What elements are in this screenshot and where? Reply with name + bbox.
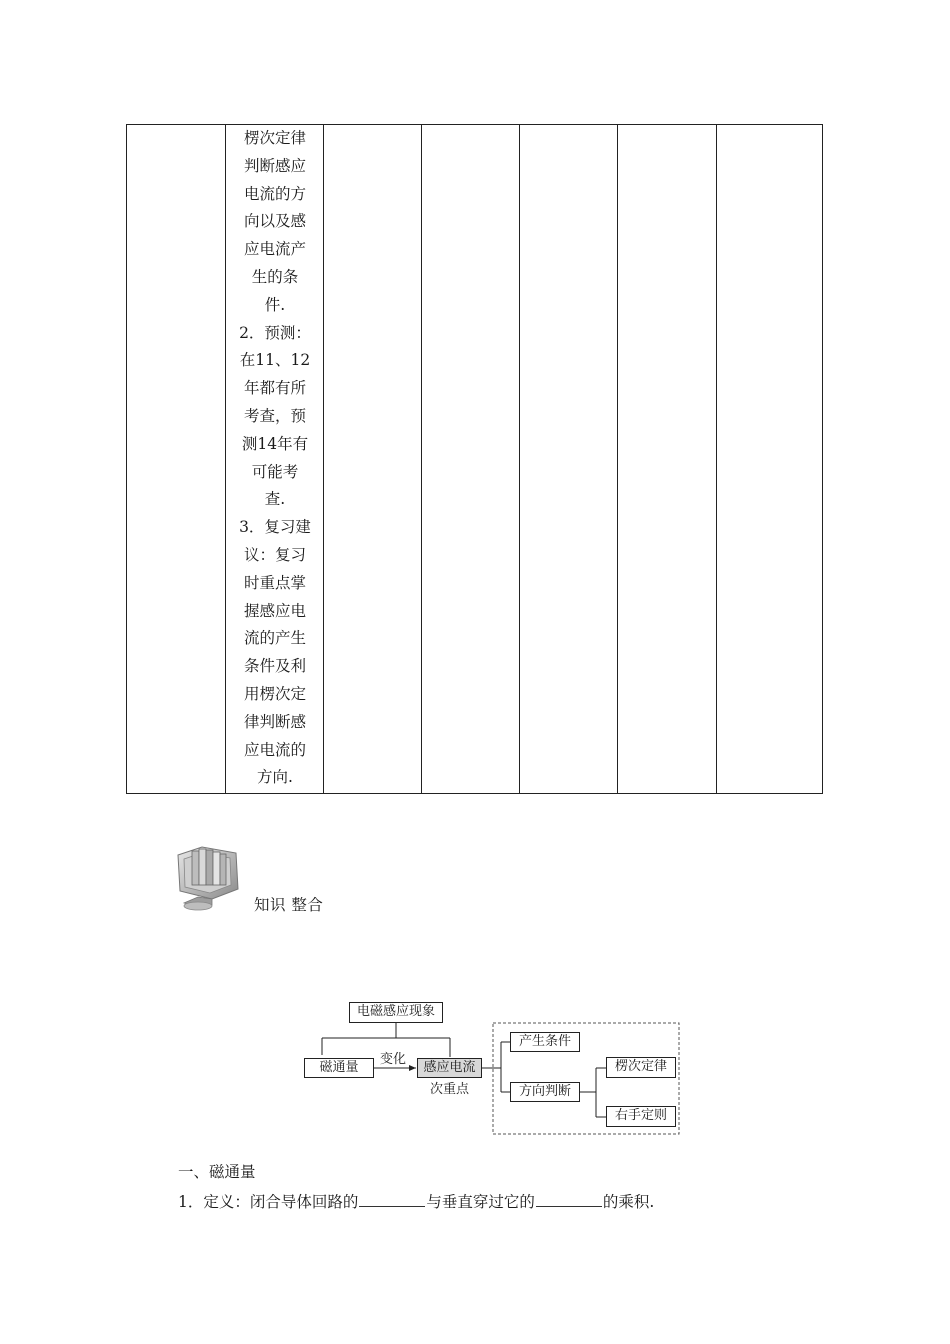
cell-line: 流的产生 — [243, 629, 306, 648]
fill-blank[interactable] — [359, 1191, 425, 1207]
books-computer-icon — [172, 843, 252, 913]
cell-line: 考查，预 — [243, 406, 306, 425]
cell-line: 电流的方 — [243, 184, 306, 203]
cell-line: 条件及利 — [243, 657, 306, 676]
cell-line: 年都有所 — [243, 379, 306, 398]
fill-blank[interactable] — [536, 1191, 602, 1207]
cell-line: 测14年有 — [241, 434, 309, 453]
node-lenz-law: 楞次定律 — [606, 1057, 676, 1078]
cell-line: 2．预测： — [239, 323, 311, 342]
node-electromagnetic-induction: 电磁感应现象 — [349, 1002, 443, 1023]
cell-line: 楞次定律 — [243, 129, 306, 147]
node-right-hand-rule: 右手定则 — [606, 1106, 676, 1127]
cell-line: 生的条 — [251, 267, 299, 286]
concept-diagram — [300, 996, 685, 1138]
table-divider — [519, 125, 520, 793]
node-magnetic-flux: 磁通量 — [304, 1058, 374, 1078]
cell-line: 3．复习建 — [239, 518, 311, 537]
definition-prefix: 1．定义：闭合导体回路的 — [178, 1193, 359, 1211]
node-direction: 方向判断 — [510, 1082, 580, 1102]
cell-line: 向以及感 — [243, 212, 306, 231]
cell-line: 应电流的 — [243, 740, 306, 759]
cell-line: 在11、12 — [239, 351, 311, 370]
table-divider — [421, 125, 422, 793]
heading-magnetic-flux: 一、磁通量 — [178, 1163, 256, 1181]
cell-line: 握感应电 — [243, 601, 306, 620]
table-divider — [716, 125, 717, 793]
node-conditions: 产生条件 — [510, 1032, 580, 1052]
definition-middle: 与垂直穿过它的 — [426, 1193, 535, 1211]
definition-suffix: 的乘积. — [602, 1193, 655, 1211]
node-induced-current: 感应电流 — [417, 1058, 482, 1078]
cell-line: 可能考 — [251, 462, 299, 481]
cell-line: 判断感应 — [243, 156, 306, 175]
table-divider — [617, 125, 618, 793]
cell-line: 应电流产 — [243, 240, 306, 259]
cell-line: 件. — [264, 295, 286, 314]
cell-line: 律判断感 — [243, 712, 306, 731]
cell-line: 时重点掌 — [243, 573, 306, 592]
table-cell-analysis — [226, 125, 324, 792]
definition-line — [178, 1191, 654, 1212]
cell-line: 查. — [264, 490, 286, 509]
cell-line: 用楞次定 — [243, 684, 306, 703]
review-table — [126, 124, 823, 794]
cell-line: 议：复习 — [243, 545, 306, 564]
node-subtitle: 次重点 — [430, 1082, 470, 1097]
section-heading: 知识 整合 — [254, 896, 324, 914]
arrow-label-change: 变化 — [380, 1052, 407, 1067]
cell-line: 方向. — [257, 768, 293, 787]
